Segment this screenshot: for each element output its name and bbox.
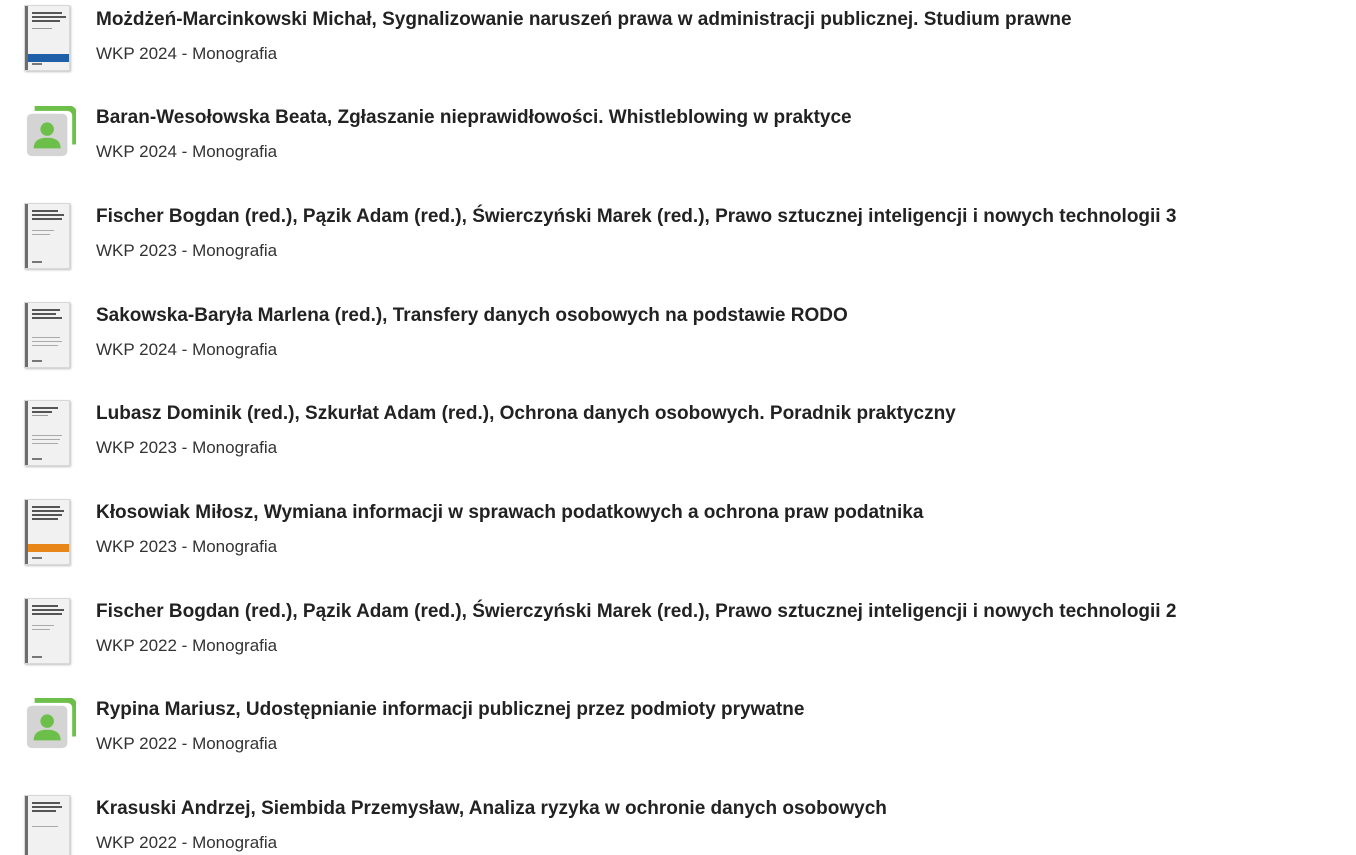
publication-title-link[interactable]: Sakowska-Baryła Marlena (red.), Transfery danych osobowych na podstawie RODO (96, 305, 848, 326)
publication-meta: WKP 2023 - Monografia (96, 241, 278, 260)
list-item (0, 106, 1356, 196)
publication-title-link[interactable]: Rypina Mariusz, Udostępnianie informacji publicznej przez podmioty prywatne (96, 699, 805, 720)
publication-title-link[interactable]: Fischer Bogdan (red.), Pązik Adam (red.), Świerczyński Marek (red.), Prawo sztucznej inteligencji i nowych technologii 2 (96, 601, 1177, 622)
book-cover-thumbnail[interactable] (24, 400, 70, 466)
publication-meta: WKP 2024 - Monografia (96, 44, 278, 63)
publication-meta: WKP 2023 - Monografia (96, 438, 278, 457)
placeholder-thumbnail[interactable] (24, 104, 70, 170)
publication-meta: WKP 2024 - Monografia (96, 340, 278, 359)
user-placeholder-icon (26, 698, 76, 750)
book-cover-thumbnail[interactable] (24, 302, 70, 368)
list-item (0, 402, 1356, 492)
book-cover-thumbnail[interactable] (24, 499, 70, 565)
list-item (0, 600, 1356, 690)
list-item (0, 501, 1356, 591)
book-cover-thumbnail[interactable] (24, 5, 70, 71)
publication-title-link[interactable]: Możdżeń-Marcinkowski Michał, Sygnalizowanie naruszeń prawa w administracji publicznej. Studium prawne (96, 9, 1072, 30)
publication-title-link[interactable]: Krasuski Andrzej, Siembida Przemysław, Analiza ryzyka w ochronie danych osobowych (96, 798, 887, 819)
book-cover-thumbnail[interactable] (24, 795, 70, 855)
list-item (0, 304, 1356, 394)
list-item (0, 698, 1356, 788)
cover-color-band (28, 544, 69, 552)
publication-title-link[interactable]: Fischer Bogdan (red.), Pązik Adam (red.), Świerczyński Marek (red.), Prawo sztucznej inteligencji i nowych technologii 3 (96, 206, 1177, 227)
publication-meta: WKP 2022 - Monografia (96, 734, 278, 753)
publication-meta: WKP 2022 - Monografia (96, 833, 278, 852)
publication-meta: WKP 2022 - Monografia (96, 636, 278, 655)
cover-color-band (28, 54, 69, 62)
placeholder-thumbnail[interactable] (24, 696, 70, 762)
publication-meta: WKP 2023 - Monografia (96, 537, 278, 556)
publication-title-link[interactable]: Kłosowiak Miłosz, Wymiana informacji w sprawach podatkowych a ochrona praw podatnika (96, 502, 924, 523)
list-item (0, 8, 1356, 98)
publication-title-link[interactable]: Baran-Wesołowska Beata, Zgłaszanie nieprawidłowości. Whistleblowing w praktyce (96, 107, 852, 128)
book-cover-thumbnail[interactable] (24, 203, 70, 269)
list-item (0, 205, 1356, 295)
list-item (0, 797, 1356, 855)
user-placeholder-icon (26, 106, 76, 158)
publication-meta: WKP 2024 - Monografia (96, 142, 278, 161)
publication-title-link[interactable]: Lubasz Dominik (red.), Szkurłat Adam (red.), Ochrona danych osobowych. Poradnik praktyczny (96, 403, 956, 424)
book-cover-thumbnail[interactable] (24, 598, 70, 664)
